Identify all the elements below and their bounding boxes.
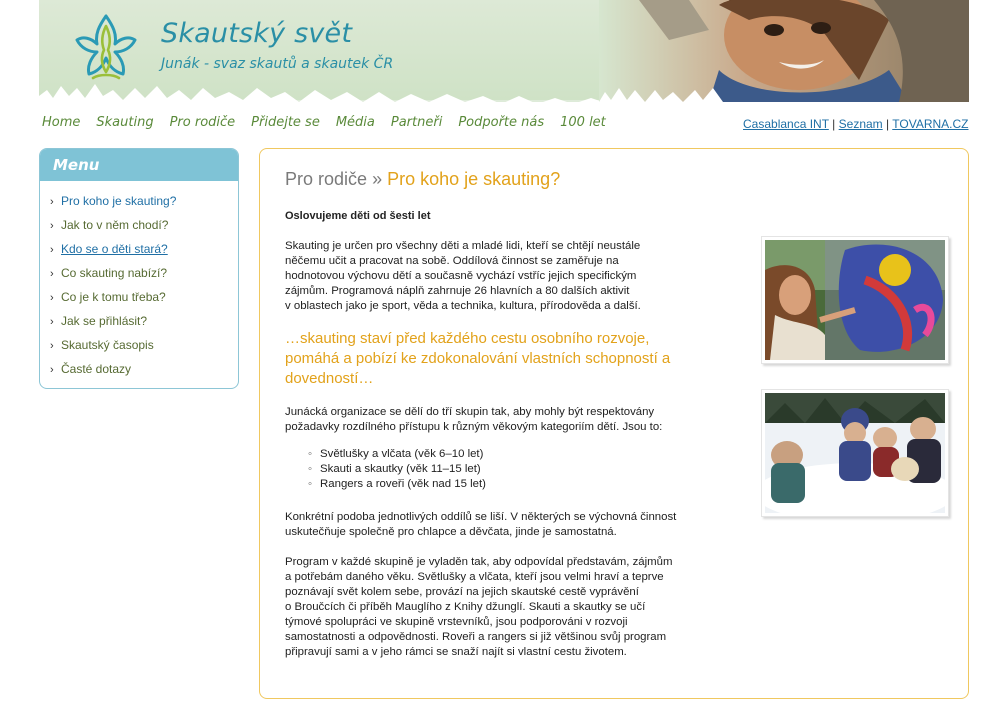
menu-item-label[interactable]: Pro koho je skauting?	[61, 194, 177, 208]
text-line: připravují sami a v jeho rámci se snaží najít si vlastní cestu životem.	[285, 646, 627, 658]
site-title[interactable]: Skautský svět	[161, 18, 353, 49]
menu-list	[40, 181, 238, 381]
text-line: samostatnosti a odpovědnosti. Roveři a rangers si již většinou svůj program	[285, 631, 667, 643]
text-line: v oblastech jako je sport, věda a technika, kultura, přírodověda a další.	[285, 300, 641, 312]
menu-item[interactable]	[50, 189, 238, 213]
text-line: o Broučcích či příběh Mauglího z Knihy džunglí. Skauti a skautky se učí	[285, 601, 646, 613]
menu-item-label[interactable]: Skautský časopis	[61, 338, 154, 352]
nav-partneri[interactable]: Partneři	[390, 115, 443, 130]
link-separator: |	[886, 117, 890, 131]
link-tovarna[interactable]: TOVARNA.CZ	[892, 117, 969, 131]
article-paragraph-2	[285, 405, 715, 435]
nav-home[interactable]: Home	[42, 115, 81, 130]
menu-item[interactable]	[50, 333, 238, 357]
age-groups-list	[308, 447, 486, 492]
menu-item[interactable]	[50, 357, 238, 381]
chevron-right-icon: ›	[50, 316, 54, 328]
menu-item[interactable]	[50, 213, 238, 237]
text-line: Konkrétní podoba jednotlivých oddílů se liší. V některých se výchovná činnost	[285, 511, 677, 523]
external-links	[743, 117, 969, 131]
site-subtitle: Junák - svaz skautů a skautek ČR	[161, 56, 394, 72]
scout-lily-logo-icon[interactable]	[71, 12, 141, 86]
text-line: Junácká organizace se dělí do tří skupin tak, aby mohly být respektovány	[285, 406, 655, 418]
menu-item[interactable]	[50, 261, 238, 285]
chevron-right-icon: ›	[50, 196, 54, 208]
menu-item-label[interactable]: Co skauting nabízí?	[61, 266, 168, 280]
chevron-right-icon: ›	[50, 292, 54, 304]
link-casablanca[interactable]: Casablanca INT	[743, 117, 829, 131]
list-item: ◦ Rangers a roveři (věk nad 15 let)	[308, 477, 486, 492]
menu-item-label[interactable]: Jak to v něm chodí?	[61, 218, 169, 232]
breadcrumb-separator: »	[372, 169, 383, 189]
article-quote	[285, 329, 725, 389]
menu-item[interactable]	[50, 237, 238, 261]
chevron-right-icon: ›	[50, 244, 54, 256]
page-title: Pro koho je skauting?	[387, 169, 561, 189]
menu-item-label[interactable]: Jak se přihlásit?	[61, 314, 148, 328]
link-separator: |	[832, 117, 836, 131]
sidebar-menu	[39, 148, 239, 389]
quote-line: …skauting staví před každého cestu osobního rozvoje,	[285, 330, 650, 347]
content-box	[259, 148, 969, 699]
link-seznam[interactable]: Seznam	[838, 117, 883, 131]
chevron-right-icon: ›	[50, 268, 54, 280]
chevron-right-icon: ›	[50, 364, 54, 376]
text-line: požadavky rozdílného přístupu k různým věkovým kategoriím dětí. Jsou to:	[285, 421, 663, 433]
menu-item-label[interactable]: Kdo se o děti stará?	[61, 242, 168, 256]
list-item: ◦ Světlušky a vlčata (věk 6–10 let)	[308, 447, 486, 462]
menu-item-label[interactable]: Časté dotazy	[61, 362, 132, 376]
list-item: ◦ Skauti a skautky (věk 11–15 let)	[308, 462, 486, 477]
text-line: týmové spolupráci ve skupině vrstevníků, jsou podporováni v rozvoji	[285, 616, 628, 628]
nav-media[interactable]: Média	[335, 115, 375, 130]
breadcrumb	[285, 169, 560, 190]
menu-item-label[interactable]: Co je k tomu třeba?	[61, 290, 166, 304]
text-line: hodnotovou výchovu dětí a současně vychází vstříc jejich specifickým	[285, 270, 637, 282]
nav-pro-rodice[interactable]: Pro rodiče	[169, 115, 236, 130]
menu-title: Menu	[40, 149, 238, 181]
text-line: poznávají svět kolem sebe, provází na jejich skautské cestě vyprávění	[285, 586, 639, 598]
nav-skauting[interactable]: Skauting	[96, 115, 154, 130]
nav-podporte-nas[interactable]: Podpořte nás	[458, 115, 545, 130]
quote-line: dovedností…	[285, 370, 374, 387]
article-paragraph-4	[285, 555, 715, 660]
menu-item[interactable]	[50, 309, 238, 333]
chevron-right-icon: ›	[50, 220, 54, 232]
text-line: Program v každé skupině je vyladěn tak, aby odpovídal představám, zájmům	[285, 556, 673, 568]
article-paragraph-3	[285, 510, 715, 540]
chevron-right-icon: ›	[50, 340, 54, 352]
text-line: Skauting je určen pro všechny děti a mladé lidi, kteří se chtějí neustále	[285, 240, 641, 252]
text-line: zájmům. Programová náplň zahrnuje 26 hlavních a 80 dalších aktivit	[285, 285, 630, 297]
nav-pridejte-se[interactable]: Přidejte se	[251, 115, 320, 130]
quote-line: pomáhá a pobízí ke zdokonalování vlastních schopností a	[285, 350, 671, 367]
text-line: uskutečňuje společně pro chlapce a děvčata, jinde je samostatná.	[285, 526, 617, 538]
nav-100-let[interactable]: 100 let	[560, 115, 606, 130]
breadcrumb-parent[interactable]: Pro rodiče	[285, 169, 368, 189]
menu-item[interactable]	[50, 285, 238, 309]
article-intro: Oslovujeme děti od šesti let	[285, 210, 431, 222]
photo-girl-painting	[761, 236, 949, 364]
main-nav	[42, 115, 622, 130]
article-paragraph-1	[285, 239, 715, 314]
text-line: něčemu učit a pracovat na sobě. Oddílová činnost se zaměřuje na	[285, 255, 619, 267]
text-line: a potřebám daného věku. Světlušky a vlčata, kteří jsou velmi hraví a teprve	[285, 571, 664, 583]
photo-kids-in-snow	[761, 389, 949, 517]
